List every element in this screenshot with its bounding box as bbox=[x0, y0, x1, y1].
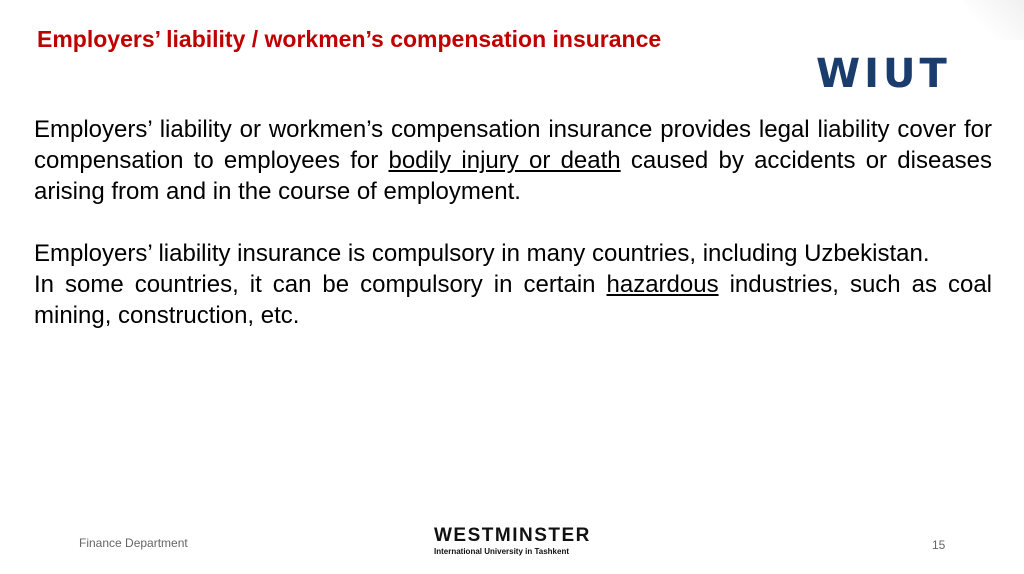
paragraph-1-start: Employers’ liability or workmen’s compensation insurance provides legal liability cover for compensation to employees for bbox=[34, 116, 992, 174]
slide-title: Employers’ liability / workmen’s compensation insurance bbox=[37, 26, 662, 52]
paragraph-3-underlined: hazardous bbox=[606, 271, 719, 298]
westminster-subtitle: International University in Tashkent bbox=[434, 547, 569, 556]
corner-shade bbox=[964, 0, 1024, 40]
wiut-logo: WIUT bbox=[816, 51, 951, 97]
paragraph-3-end: industries, such as coal mining, construction, etc. bbox=[34, 271, 993, 329]
paragraph-2: Employers’ liability insurance is compulsory in many countries, including Uzbekistan. bbox=[34, 240, 930, 267]
slide-body bbox=[34, 114, 992, 331]
paragraph-1-end: caused by accidents or diseases arising from and in the course of employment. bbox=[34, 147, 993, 205]
westminster-wordmark: WESTMINSTER bbox=[434, 525, 591, 546]
paragraph-3 bbox=[34, 269, 992, 331]
paragraph-1-underlined: bodily injury or death bbox=[388, 147, 621, 174]
footer-department: Finance Department bbox=[79, 536, 188, 550]
westminster-logo bbox=[434, 526, 594, 558]
paragraph-1 bbox=[34, 114, 992, 207]
paragraph-gap bbox=[34, 207, 992, 238]
paragraph-3-start: In some countries, it can be compulsory in certain bbox=[34, 271, 607, 298]
page-number: 15 bbox=[932, 538, 946, 552]
